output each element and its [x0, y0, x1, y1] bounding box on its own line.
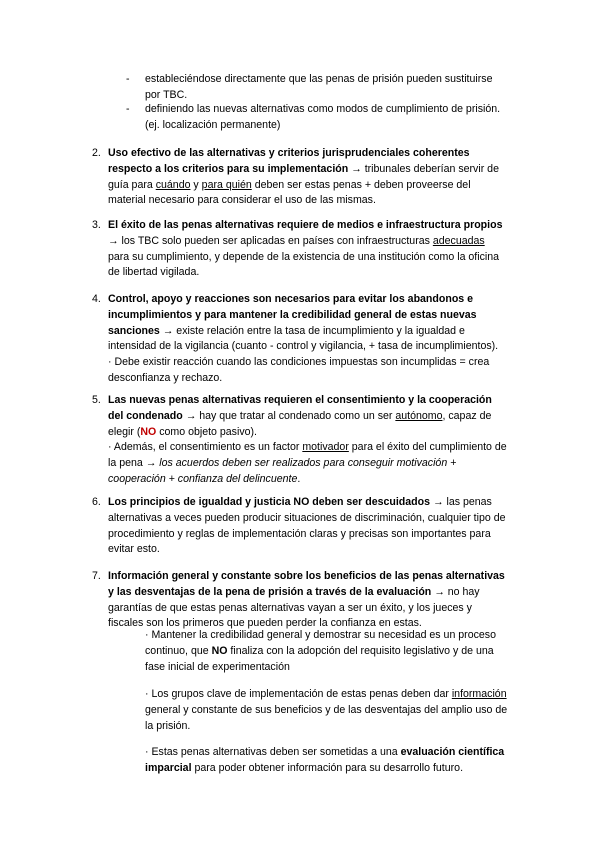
item-number: 3. [92, 219, 101, 231]
item-number: 6. [92, 496, 101, 508]
list-item: Los principios de igualdad y justicia NO deben ser descuidados → las penas alternativas a veces pueden producir situaciones de discriminación, cualquier tipo de procedimiento y reglas de implementación claras y precisas son importantes para evitar esto. [108, 496, 506, 556]
item-number: 5. [92, 394, 101, 406]
list-item: Uso efectivo de las alternativas y criterios jurisprudenciales coherentes respecto a los criterios para su implementación → tribunales deberían servir de guía para cuándo y para quién deben ser estas penas + deben proveerse del material necesario para considerar el uso de las mismas. [108, 147, 499, 207]
item-number: 4. [92, 293, 101, 305]
bullet-text: definiendo las nuevas alternativas como modos de cumplimiento de prisión. (ej. localización permanente) [145, 103, 501, 131]
bullet-text: estableciéndose directamente que las penas de prisión pueden sustituirse por TBC. [145, 73, 493, 101]
sub-paragraph: · Mantener la credibilidad general y demostrar su necesidad es un proceso continuo, que NO finaliza con la adopción del requisito legislativo y de una fase inicial de experimentación [145, 629, 496, 673]
list-item: Control, apoyo y reacciones son necesarios para evitar los abandonos e incumplimientos y para mantener la credibilidad general de estas nuevas sanciones → existe relación entre la tasa de incumplimiento y la igualdad e intensidad de la vigilancia (cuanto - control y vigilancia, + tasa de incumplimientos). · Debe existir reacción cuando las condiciones impuestas son incumplidas = crea desconfianza y rechazo. [108, 293, 499, 384]
sub-paragraph: · Estas penas alternativas deben ser sometidas a una evaluación científica imparcial para poder obtener información para su desarrollo futuro. [145, 746, 505, 774]
bullet-dash: - [126, 103, 130, 115]
sub-paragraph: · Los grupos clave de implementación de estas penas deben dar información general y constante de sus beneficios y de las desventajas del amplio uso de la prisión. [145, 688, 508, 732]
item-number: 2. [92, 147, 101, 159]
list-item: El éxito de las penas alternativas requiere de medios e infraestructura propios → los TBC solo pueden ser aplicadas en países con infraestructuras adecuadas para su cumplimiento, y depende de la existencia de una institución como la oficina de libertad vigilada. [108, 219, 503, 279]
list-item: Información general y constante sobre los beneficios de las penas alternativas y las desventajas de la pena de prisión a través de la evaluación → no hay garantías de que estas penas alternativas vayan a ser un éxito, y los jueces y fiscales son los primeros que pueden perder la confianza en estas. [108, 570, 505, 630]
list-item: Las nuevas penas alternativas requieren el consentimiento y la cooperación del condenado → hay que tratar al condenado como un ser autónomo, capaz de elegir (NO como objeto pasivo). · Además, el consentimiento es un factor motivador para el éxito del cumplimiento de la pena → los acuerdos deben ser realizados para conseguir motivación + cooperación + confianza del delincuente. [108, 394, 507, 485]
bullet-dash: - [126, 73, 130, 85]
item-number: 7. [92, 570, 101, 582]
